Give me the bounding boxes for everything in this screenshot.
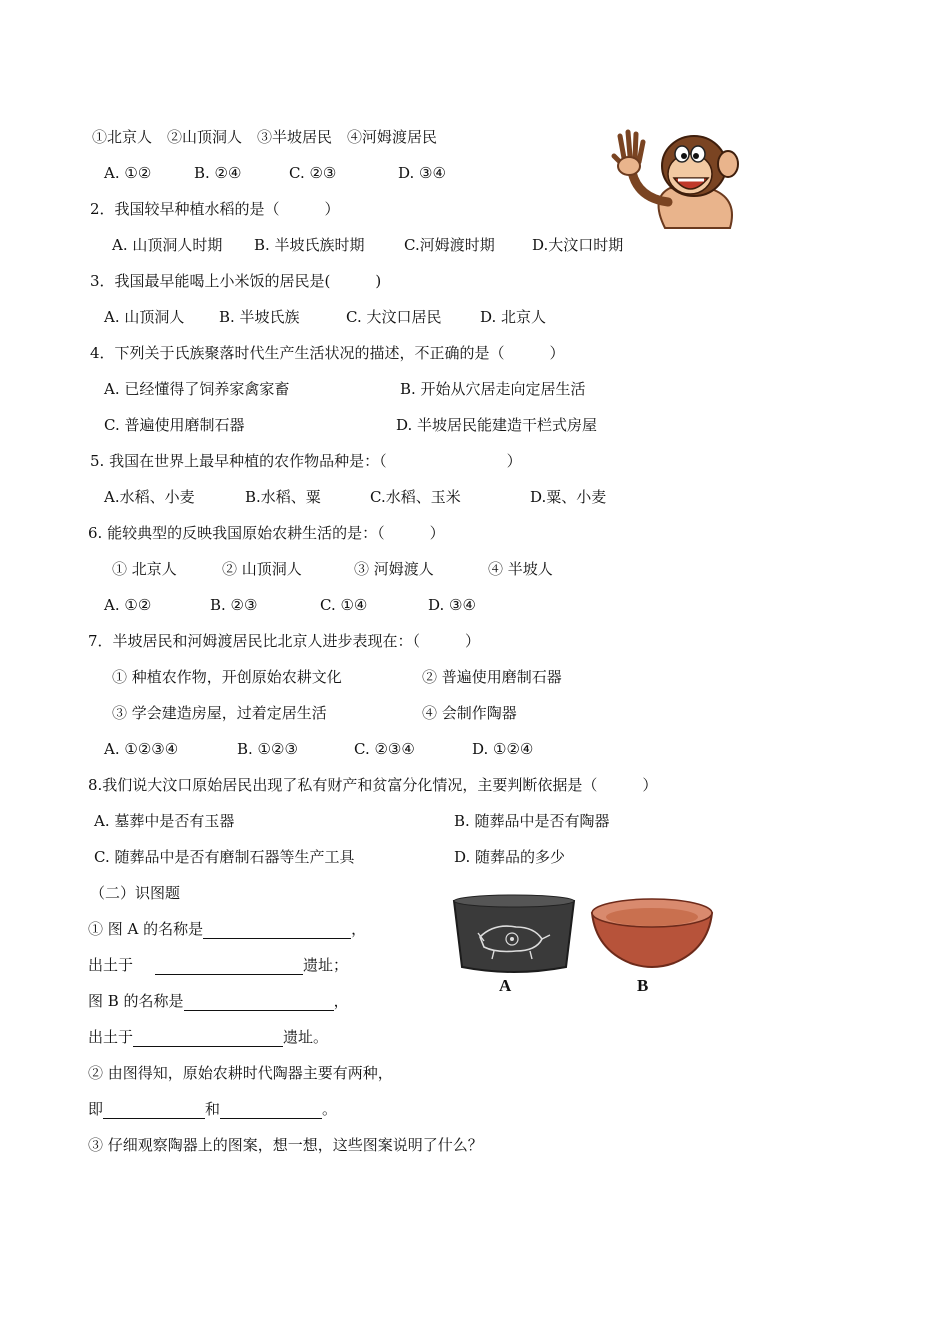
answer-blank[interactable] bbox=[220, 1102, 322, 1119]
q2-stem: 2．我国较早种植水稻的是（ ） bbox=[90, 200, 340, 218]
q1-items: ①北京人 ②山顶洞人 ③半坡居民 ④河姆渡居民 bbox=[92, 128, 438, 146]
q3-option-b: B. 半坡氏族 bbox=[219, 308, 300, 326]
q5-option-d: D.粟、小麦 bbox=[530, 488, 607, 506]
q6-item-4: ④ 半坡人 bbox=[488, 560, 553, 578]
q5-stem: 5. 我国在世界上最早种植的农作物品种是：（ ） bbox=[90, 452, 522, 470]
q2-option-d: D.大汶口时期 bbox=[532, 236, 624, 254]
q9-prompt-a-name: ① 图 A 的名称是 bbox=[88, 920, 204, 938]
q2-option-c: C.河姆渡时期 bbox=[404, 236, 495, 254]
q6-item-2: ② 山顶洞人 bbox=[222, 560, 302, 578]
q8-option-a: A. 墓葬中是否有玉器 bbox=[94, 812, 235, 830]
q7-item-3: ③ 学会建造房屋，过着定居生活 bbox=[112, 704, 327, 722]
q9-line-2 bbox=[88, 955, 348, 975]
q7-stem: 7．半坡居民和河姆渡居民比北京人进步表现在：（ ） bbox=[88, 632, 481, 650]
q4-option-c: C. 普遍使用磨制石器 bbox=[104, 416, 245, 434]
q9-line-5: ② 由图得知，原始农耕时代陶器主要有两种， bbox=[88, 1064, 393, 1082]
q5-option-b: B.水稻、粟 bbox=[245, 488, 321, 506]
q1-option-c: C. ②③ bbox=[289, 164, 337, 182]
q8-stem: 8.我们说大汶口原始居民出现了私有财产和贫富分化情况，主要判断依据是（ ） bbox=[88, 776, 658, 794]
q9-prompt-a-site: 出土于 bbox=[88, 956, 134, 974]
q6-stem: 6. 能较典型的反映我国原始农耕生活的是：（ ） bbox=[88, 524, 445, 542]
q2-option-a: A. 山顶洞人时期 bbox=[112, 236, 223, 254]
q6-option-c: C. ①④ bbox=[320, 596, 368, 614]
q7-option-c: C. ②③④ bbox=[354, 740, 415, 758]
q9-prompt-b-site: 出土于 bbox=[88, 1028, 134, 1046]
q3-stem: 3．我国最早能喝上小米饭的居民是( ) bbox=[90, 272, 382, 290]
red-pottery-bowl-image bbox=[588, 893, 716, 973]
prefix: 即 bbox=[88, 1100, 104, 1118]
q6-option-d: D. ③④ bbox=[428, 596, 476, 614]
q9-line-4 bbox=[88, 1027, 328, 1047]
answer-blank[interactable] bbox=[103, 1102, 205, 1119]
q7-item-4: ④ 会制作陶器 bbox=[422, 704, 517, 722]
q5-option-a: A.水稻、小麦 bbox=[104, 488, 195, 506]
q3-option-a: A. 山顶洞人 bbox=[104, 308, 185, 326]
q3-option-c: C. 大汶口居民 bbox=[346, 308, 442, 326]
q1-option-d: D. ③④ bbox=[398, 164, 446, 182]
punct: ， bbox=[351, 920, 367, 938]
q4-option-b: B. 开始从穴居走向定居生活 bbox=[400, 380, 586, 398]
q4-stem: 4．下列关于氏族聚落时代生产生活状况的描述，不正确的是（ ） bbox=[90, 344, 565, 362]
q1-option-a: A. ①② bbox=[104, 164, 152, 182]
q7-option-b: B. ①②③ bbox=[237, 740, 298, 758]
q6-item-3: ③ 河姆渡人 bbox=[354, 560, 434, 578]
answer-blank[interactable] bbox=[155, 958, 303, 975]
punct: 。 bbox=[322, 1100, 338, 1118]
q7-item-2: ② 普遍使用磨制石器 bbox=[422, 668, 562, 686]
answer-blank[interactable] bbox=[133, 1030, 283, 1047]
q8-option-c: C. 随葬品中是否有磨制石器等生产工具 bbox=[94, 848, 355, 866]
q9-line-3 bbox=[88, 991, 349, 1011]
q6-option-a: A. ①② bbox=[104, 596, 152, 614]
monkey-illustration bbox=[610, 128, 745, 230]
q4-option-d: D. 半坡居民能建造干栏式房屋 bbox=[396, 416, 598, 434]
q7-option-a: A. ①②③④ bbox=[104, 740, 179, 758]
q8-option-b: B. 随葬品中是否有陶器 bbox=[454, 812, 610, 830]
conjunction: 和 bbox=[205, 1100, 221, 1118]
q7-item-1: ① 种植农作物，开创原始农耕文化 bbox=[112, 668, 342, 686]
punct: ， bbox=[333, 992, 349, 1010]
q5-option-c: C.水稻、玉米 bbox=[370, 488, 461, 506]
q7-option-d: D. ①②④ bbox=[472, 740, 534, 758]
image-b-caption: B bbox=[637, 976, 649, 995]
q4-option-a: A. 已经懂得了饲养家禽家畜 bbox=[104, 380, 290, 398]
q9-prompt-b-name: 图 B 的名称是 bbox=[88, 992, 184, 1010]
answer-blank[interactable] bbox=[184, 994, 334, 1011]
q9-line-6 bbox=[88, 1099, 337, 1119]
q6-item-1: ① 北京人 bbox=[112, 560, 177, 578]
q6-option-b: B. ②③ bbox=[210, 596, 258, 614]
q9-line-7: ③ 仔细观察陶器上的图案，想一想，这些图案说明了什么？ bbox=[88, 1136, 483, 1154]
section-title: （二）识图题 bbox=[90, 884, 181, 902]
suffix: 遗址。 bbox=[283, 1028, 329, 1046]
q8-option-d: D. 随葬品的多少 bbox=[454, 848, 566, 866]
suffix: 遗址； bbox=[303, 956, 349, 974]
q3-option-d: D. 北京人 bbox=[480, 308, 547, 326]
q1-option-b: B. ②④ bbox=[194, 164, 242, 182]
answer-blank[interactable] bbox=[203, 922, 351, 939]
q2-option-b: B. 半坡氏族时期 bbox=[254, 236, 365, 254]
black-pottery-pig-bowl-image bbox=[450, 893, 578, 977]
image-a-caption: A bbox=[499, 976, 512, 995]
q9-line-1 bbox=[88, 919, 366, 939]
